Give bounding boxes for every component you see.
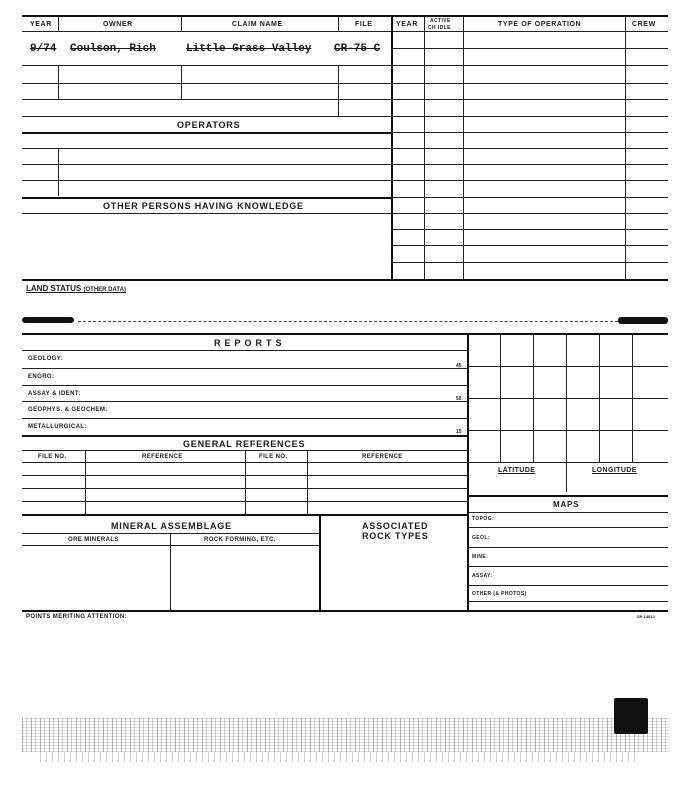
top-block-bottom [22, 279, 668, 281]
map-row-line [468, 566, 668, 567]
ops-row-line [391, 245, 668, 246]
header-year-ops: YEAR [396, 21, 418, 28]
scan-noise-band-lower [40, 752, 640, 762]
land-status-sub: (OTHER DATA) [83, 287, 126, 293]
map-row-line [468, 601, 668, 602]
report-assay-num: 50 [456, 396, 462, 402]
maps-top-rule [468, 495, 668, 497]
genref-col-line [245, 450, 246, 514]
rock-forming-label: ROCK FORMING, ETC. [204, 537, 276, 543]
reports-right-border [467, 333, 469, 610]
genref-col-reference-2: REFERENCE [362, 454, 403, 460]
genref-col-file-no-2: FILE NO. [259, 454, 288, 460]
points-meriting-attention: POINTS MERITING ATTENTION: [26, 614, 128, 620]
grid-row-line [468, 430, 668, 431]
ops-row-line [391, 65, 668, 66]
entry-file: CR-75 C [334, 43, 381, 55]
grid-row-line [468, 398, 668, 399]
reports-bottom-rule [22, 435, 468, 437]
map-other: OTHER (& PHOTOS) [472, 591, 527, 597]
ops-row-line [391, 116, 668, 117]
map-geol: GEOL: [472, 535, 490, 541]
report-metallurgical: METALLURGICAL: [28, 424, 87, 430]
map-assay: ASSAY: [472, 573, 493, 579]
header-claim-name: CLAIM NAME [232, 21, 283, 28]
header-rule [22, 31, 668, 32]
report-row-line [22, 418, 468, 419]
sep-ops-block [391, 15, 393, 279]
ops-row-line [391, 132, 668, 133]
owner-row-line [22, 99, 391, 100]
map-row-line [468, 547, 668, 548]
owner-col-line [338, 65, 339, 116]
grid-row-line [468, 462, 668, 463]
genref-row-line [22, 475, 468, 476]
ore-minerals-label: ORE MINERALS [68, 537, 119, 543]
top-border [22, 15, 668, 17]
owner-row-line [22, 83, 391, 84]
entry-year: 9/74 [30, 43, 57, 55]
associated-rock-types-line1: ASSOCIATED [362, 521, 429, 531]
map-row-line [468, 527, 668, 528]
report-row-line [22, 385, 468, 386]
report-geology-num: 45 [456, 363, 462, 369]
other-persons-rule-bottom [22, 213, 391, 214]
reports-title: REPORTS [214, 338, 286, 348]
form-bottom-rule [22, 610, 668, 612]
genref-col-reference: REFERENCE [142, 454, 183, 460]
mineral-assemblage-title: MINERAL ASSEMBLAGE [111, 521, 232, 531]
report-engrg: ENGRG: [28, 374, 55, 380]
ops-row-line [391, 197, 668, 198]
entry-claim-name: Little Grass Valley [186, 43, 312, 55]
ops-row-line [391, 99, 668, 100]
map-topog: TOPOG: [472, 516, 495, 522]
ops-row-line [391, 48, 668, 49]
report-row-line [22, 401, 468, 402]
genref-col-file-no: FILE NO. [38, 454, 67, 460]
associated-rock-divider [319, 514, 321, 610]
land-status-dashed-line [78, 321, 618, 322]
ops-row-line [391, 83, 668, 84]
genref-row-line [22, 501, 468, 502]
operators-col-line [58, 148, 59, 196]
land-status-heading [26, 284, 126, 293]
other-persons-rule [22, 197, 391, 199]
scan-mark-left [22, 317, 74, 323]
report-row-line [22, 368, 468, 369]
operators-row-line [22, 164, 391, 165]
lat-long-divider [566, 462, 567, 492]
scan-dark-block [614, 698, 648, 734]
operators-title: OPERATORS [177, 120, 241, 130]
ops-row-line [391, 262, 668, 263]
sep-file [338, 17, 339, 31]
operators-row-line [22, 148, 391, 149]
general-references-title: GENERAL REFERENCES [183, 439, 306, 449]
sep-owner [58, 17, 59, 31]
header-owner: OWNER [103, 21, 133, 28]
maps-title-rule [468, 512, 668, 513]
report-metallurgical-num: 15 [456, 429, 462, 435]
sep-claim [181, 17, 182, 31]
mineral-col-line [170, 533, 171, 610]
owner-row-line [22, 116, 391, 117]
scan-mark-right [618, 317, 668, 324]
header-type-of-operation: TYPE OF OPERATION [498, 21, 582, 28]
ops-row-line [391, 229, 668, 230]
longitude-label: LONGITUDE [592, 467, 637, 474]
operators-row-line [22, 180, 391, 181]
reports-title-rule [22, 350, 468, 351]
header-year: YEAR [30, 21, 52, 28]
owner-row-line [22, 65, 391, 66]
ops-row-line [391, 213, 668, 214]
entry-owner: Coulson, Rich [70, 43, 156, 55]
ops-row-line [391, 164, 668, 165]
other-persons-title: OTHER PERSONS HAVING KNOWLEDGE [103, 201, 304, 211]
map-mine: MINE: [472, 554, 489, 560]
form-number: SP-14812 [637, 614, 655, 619]
genref-row-line [22, 488, 468, 489]
genref-bottom-rule [22, 514, 468, 516]
genref-col-line [85, 450, 86, 514]
map-row-line [468, 585, 668, 586]
scan-noise-band [22, 718, 670, 752]
header-ch-idle: CH IDLE [428, 25, 451, 31]
maps-title: MAPS [553, 500, 580, 509]
ops-row-line [391, 148, 668, 149]
grid-row-line [468, 366, 668, 367]
mineral-title-rule [22, 533, 320, 534]
latitude-label: LATITUDE [498, 467, 536, 474]
ops-row-line [391, 180, 668, 181]
report-assay: ASSAY & IDENT: [28, 391, 81, 397]
header-crew: CREW [632, 21, 656, 28]
owner-col-line [181, 65, 182, 99]
land-status-label: LAND STATUS [26, 284, 82, 293]
report-geophys: GEOPHYS. & GEOCHEM: [28, 407, 108, 413]
owner-col-line [58, 65, 59, 99]
operators-rule [22, 132, 391, 134]
header-file: FILE [355, 21, 373, 28]
header-active: ACTIVE [430, 18, 451, 24]
associated-rock-types-line2: ROCK TYPES [362, 531, 429, 541]
genref-col-line [307, 450, 308, 514]
reports-top-rule [22, 333, 668, 335]
report-geology: GEOLOGY: [28, 356, 64, 362]
mineral-header-rule [22, 545, 320, 546]
